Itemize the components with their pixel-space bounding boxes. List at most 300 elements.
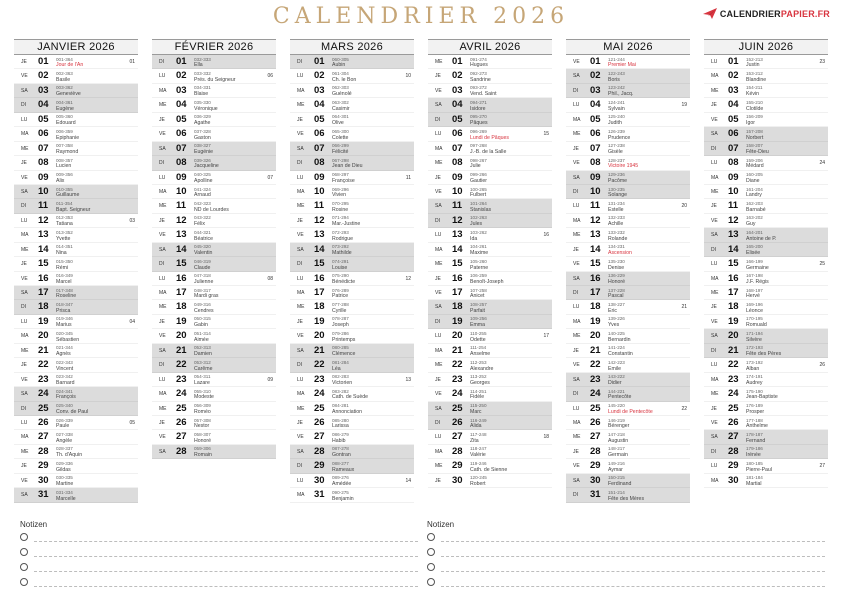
weekday-abbrev: JE (21, 160, 27, 167)
day-row[interactable] (428, 358, 552, 372)
day-row[interactable] (290, 459, 414, 473)
day-row[interactable] (704, 373, 828, 387)
day-number: 04 (590, 99, 601, 111)
note-line[interactable] (20, 576, 418, 591)
day-row[interactable] (14, 373, 138, 387)
day-of-year: 055-310 (194, 388, 211, 394)
day-row[interactable] (290, 199, 414, 213)
day-number: 05 (590, 113, 601, 125)
day-of-year: 081-284 (332, 359, 349, 365)
day-row[interactable] (566, 199, 690, 213)
weekday-abbrev: JE (297, 419, 303, 426)
saint-name: Roméo (194, 408, 211, 415)
day-number: 21 (590, 344, 601, 356)
saint-name: Basile (56, 76, 71, 83)
day-row[interactable] (428, 416, 552, 430)
saint-name: Rolande (608, 235, 628, 242)
day-row[interactable] (152, 156, 276, 170)
note-line[interactable] (20, 531, 418, 546)
day-row[interactable] (566, 171, 690, 185)
day-row[interactable] (566, 214, 690, 228)
day-row[interactable] (566, 98, 690, 112)
note-line[interactable] (427, 576, 825, 591)
day-row[interactable] (290, 445, 414, 459)
day-row[interactable] (14, 459, 138, 473)
day-row[interactable] (290, 55, 414, 69)
weekday-abbrev: MA (159, 391, 167, 398)
day-of-year: 108-257 (470, 302, 487, 308)
day-row[interactable] (152, 387, 276, 401)
day-row[interactable] (566, 300, 690, 314)
day-row[interactable] (566, 156, 690, 170)
day-row[interactable] (704, 199, 828, 213)
day-row[interactable] (566, 344, 690, 358)
day-of-year: 039-326 (194, 157, 211, 163)
saint-name: Conv. de Paul (56, 408, 89, 415)
day-row[interactable] (566, 272, 690, 286)
checkbox-icon[interactable] (20, 533, 28, 541)
day-of-year: 074-291 (332, 258, 349, 264)
month-column (290, 39, 414, 503)
day-row[interactable] (428, 286, 552, 300)
day-number: 28 (728, 445, 739, 457)
day-row[interactable] (428, 156, 552, 170)
saint-name: ND de Lourdes (194, 206, 229, 213)
saint-name: Georges (470, 380, 490, 387)
day-row[interactable] (152, 329, 276, 343)
weekday-abbrev: LU (573, 203, 580, 210)
weekday-abbrev: SA (435, 405, 442, 412)
day-of-year: 115-250 (470, 403, 487, 409)
day-row[interactable] (704, 459, 828, 473)
day-row[interactable] (14, 272, 138, 286)
day-row[interactable] (428, 257, 552, 271)
day-row[interactable] (566, 127, 690, 141)
day-row[interactable] (14, 300, 138, 314)
day-of-year: 160-205 (746, 172, 763, 178)
day-number: 08 (38, 157, 49, 169)
day-row[interactable] (566, 358, 690, 372)
day-row[interactable] (428, 402, 552, 416)
day-row[interactable] (152, 171, 276, 185)
day-row[interactable] (290, 344, 414, 358)
day-row[interactable] (152, 199, 276, 213)
day-row[interactable] (152, 185, 276, 199)
day-of-year: 036-329 (194, 114, 211, 120)
day-row[interactable] (152, 228, 276, 242)
day-row[interactable] (428, 430, 552, 444)
day-row[interactable] (704, 474, 828, 488)
day-number: 01 (590, 56, 601, 67)
checkbox-icon[interactable] (20, 578, 28, 586)
saint-name: Epiphanie (56, 134, 80, 141)
day-row[interactable] (704, 156, 828, 170)
day-row[interactable] (14, 228, 138, 242)
saint-name: Jean de Dieu (332, 163, 363, 170)
weekday-abbrev: ME (21, 448, 29, 455)
day-row[interactable] (152, 402, 276, 416)
day-row[interactable] (704, 358, 828, 372)
day-row[interactable] (704, 402, 828, 416)
day-row[interactable] (428, 228, 552, 242)
day-row[interactable] (428, 315, 552, 329)
day-row[interactable] (14, 69, 138, 83)
day-row[interactable] (566, 228, 690, 242)
day-row[interactable] (566, 55, 690, 69)
note-line[interactable] (427, 531, 825, 546)
day-row[interactable] (428, 373, 552, 387)
week-number: 24 (819, 160, 825, 167)
day-row[interactable] (152, 373, 276, 387)
day-row[interactable] (14, 142, 138, 156)
checkbox-icon[interactable] (20, 563, 28, 571)
day-row[interactable] (704, 344, 828, 358)
day-row[interactable] (152, 286, 276, 300)
day-of-year: 037-328 (194, 128, 211, 134)
day-row[interactable] (14, 185, 138, 199)
day-row[interactable] (566, 113, 690, 127)
day-number: 16 (38, 272, 49, 284)
saint-name: Romuald (746, 322, 767, 329)
day-row[interactable] (428, 300, 552, 314)
day-row[interactable] (290, 488, 414, 502)
weekday-abbrev: DI (435, 419, 440, 426)
day-row[interactable] (428, 69, 552, 83)
day-row[interactable] (14, 344, 138, 358)
day-row[interactable] (290, 315, 414, 329)
day-of-year: 119-246 (470, 460, 487, 466)
day-number: 30 (452, 474, 463, 486)
day-row[interactable] (14, 402, 138, 416)
weekday-abbrev: DI (159, 160, 164, 167)
day-row[interactable] (704, 329, 828, 343)
day-row[interactable] (290, 84, 414, 98)
day-row[interactable] (152, 214, 276, 228)
day-row[interactable] (704, 387, 828, 401)
day-row[interactable] (152, 127, 276, 141)
day-row[interactable] (704, 171, 828, 185)
day-row[interactable] (152, 55, 276, 69)
day-row[interactable] (14, 315, 138, 329)
day-row[interactable] (14, 98, 138, 112)
day-row[interactable] (704, 69, 828, 83)
day-row[interactable] (290, 243, 414, 257)
day-row[interactable] (14, 214, 138, 228)
day-row[interactable] (566, 84, 690, 98)
day-row[interactable] (428, 344, 552, 358)
day-row[interactable] (290, 142, 414, 156)
day-row[interactable] (14, 445, 138, 459)
day-row[interactable] (14, 199, 138, 213)
day-row[interactable] (566, 459, 690, 473)
weekday-abbrev: MA (21, 232, 29, 239)
saint-name: Mathilde (332, 250, 352, 257)
weekday-abbrev: MA (711, 477, 719, 484)
day-row[interactable] (566, 69, 690, 83)
day-row[interactable] (152, 300, 276, 314)
day-row[interactable] (290, 214, 414, 228)
day-number: 19 (38, 315, 49, 327)
day-row[interactable] (290, 113, 414, 127)
day-number: 01 (176, 56, 187, 67)
day-number: 02 (590, 70, 601, 82)
day-row[interactable] (428, 459, 552, 473)
day-row[interactable] (704, 84, 828, 98)
saint-name: Romain (194, 452, 212, 459)
day-of-year: 013-352 (56, 229, 73, 235)
day-row[interactable] (704, 142, 828, 156)
day-of-year: 005-360 (56, 114, 73, 120)
saint-name: Ella (194, 62, 203, 69)
day-row[interactable] (152, 98, 276, 112)
day-row[interactable] (290, 402, 414, 416)
day-row[interactable] (428, 387, 552, 401)
day-of-year: 057-308 (194, 417, 211, 423)
saint-name: Béatrice (194, 235, 214, 242)
day-row[interactable] (152, 113, 276, 127)
day-row[interactable] (566, 387, 690, 401)
day-row[interactable] (290, 257, 414, 271)
day-row[interactable] (704, 430, 828, 444)
day-row[interactable] (704, 315, 828, 329)
day-row[interactable] (566, 329, 690, 343)
day-row[interactable] (290, 300, 414, 314)
day-row[interactable] (290, 474, 414, 488)
weekday-abbrev: VE (159, 232, 166, 239)
day-row[interactable] (152, 416, 276, 430)
day-row[interactable] (152, 84, 276, 98)
weekday-abbrev: MA (297, 290, 305, 296)
day-row[interactable] (290, 358, 414, 372)
day-row[interactable] (566, 445, 690, 459)
day-row[interactable] (14, 430, 138, 444)
day-row[interactable] (14, 156, 138, 170)
weekday-abbrev: VE (159, 434, 166, 441)
saint-name: Cath. de Sienne (470, 466, 508, 473)
day-row[interactable] (428, 127, 552, 141)
day-row[interactable] (428, 474, 552, 488)
week-number: 05 (129, 419, 135, 426)
month-column (14, 39, 138, 503)
day-row[interactable] (152, 445, 276, 459)
day-row[interactable] (428, 171, 552, 185)
day-row[interactable] (704, 228, 828, 242)
day-row[interactable] (14, 171, 138, 185)
weekday-abbrev: VE (573, 362, 580, 369)
weekday-abbrev: SA (435, 102, 442, 109)
day-row[interactable] (290, 127, 414, 141)
day-row[interactable] (428, 98, 552, 112)
day-number: 03 (590, 84, 601, 96)
day-number: 12 (728, 214, 739, 226)
note-line[interactable] (427, 546, 825, 561)
day-row[interactable] (566, 373, 690, 387)
day-row[interactable] (566, 142, 690, 156)
checkbox-icon[interactable] (427, 533, 435, 541)
day-row[interactable] (152, 257, 276, 271)
day-row[interactable] (290, 272, 414, 286)
day-row[interactable] (152, 344, 276, 358)
day-row[interactable] (14, 257, 138, 271)
day-row[interactable] (428, 199, 552, 213)
weekday-abbrev: VE (21, 73, 28, 80)
saint-name: Prudence (608, 134, 631, 141)
day-row[interactable] (290, 329, 414, 343)
day-number: 15 (452, 258, 463, 270)
checkbox-icon[interactable] (427, 563, 435, 571)
note-line[interactable] (20, 561, 418, 576)
day-row[interactable] (428, 55, 552, 69)
day-row[interactable] (704, 257, 828, 271)
notes-title: Notizen (20, 520, 48, 529)
day-number: 05 (176, 113, 187, 125)
day-of-year: 163-202 (746, 215, 763, 221)
note-line[interactable] (427, 561, 825, 576)
day-row[interactable] (290, 228, 414, 242)
saint-name: Emma (470, 322, 485, 329)
weekday-abbrev: JE (21, 59, 27, 65)
day-row[interactable] (566, 430, 690, 444)
brand-logo[interactable] (703, 8, 830, 19)
weekday-abbrev: ME (711, 87, 719, 94)
day-of-year: 146-219 (608, 417, 625, 423)
day-row[interactable] (704, 272, 828, 286)
day-row[interactable] (152, 358, 276, 372)
weekday-abbrev: ME (573, 333, 581, 340)
day-row[interactable] (428, 185, 552, 199)
day-row[interactable] (704, 300, 828, 314)
day-row[interactable] (428, 272, 552, 286)
day-row[interactable] (14, 113, 138, 127)
saint-name: Barnabé (746, 206, 766, 213)
checkbox-icon[interactable] (427, 578, 435, 586)
day-row[interactable] (704, 127, 828, 141)
day-number: 07 (176, 142, 187, 154)
day-row[interactable] (290, 156, 414, 170)
saint-name: Habib (332, 437, 346, 444)
day-of-year: 058-307 (194, 431, 211, 437)
saint-name: Germain (608, 452, 628, 459)
day-row[interactable] (428, 214, 552, 228)
day-of-year: 053-312 (194, 359, 211, 365)
day-row[interactable] (566, 488, 690, 502)
day-row[interactable] (428, 243, 552, 257)
day-number: 15 (728, 258, 739, 270)
day-of-year: 125-240 (608, 114, 625, 120)
day-row[interactable] (152, 69, 276, 83)
day-row[interactable] (704, 113, 828, 127)
day-row[interactable] (704, 445, 828, 459)
day-number: 21 (176, 344, 187, 356)
day-row[interactable] (14, 286, 138, 300)
day-number: 24 (314, 388, 325, 400)
day-row[interactable] (704, 286, 828, 300)
day-of-year: 116-249 (470, 417, 487, 423)
day-row[interactable] (290, 98, 414, 112)
day-row[interactable] (566, 286, 690, 300)
day-row[interactable] (14, 358, 138, 372)
weekday-abbrev: SA (573, 477, 580, 484)
day-row[interactable] (290, 185, 414, 199)
day-row[interactable] (566, 185, 690, 199)
day-row[interactable] (566, 257, 690, 271)
day-row[interactable] (428, 329, 552, 343)
day-row[interactable] (290, 286, 414, 300)
day-row[interactable] (566, 474, 690, 488)
saint-name: Ch. le Bon (332, 76, 357, 83)
day-row[interactable] (290, 416, 414, 430)
day-row[interactable] (566, 315, 690, 329)
day-row[interactable] (704, 416, 828, 430)
day-row[interactable] (704, 98, 828, 112)
day-of-year: 099-266 (470, 172, 487, 178)
saint-name: Marcel (56, 278, 72, 285)
day-row[interactable] (14, 84, 138, 98)
day-row[interactable] (14, 488, 138, 502)
day-row[interactable] (428, 113, 552, 127)
day-row[interactable] (152, 430, 276, 444)
day-row[interactable] (428, 445, 552, 459)
note-line[interactable] (20, 546, 418, 561)
checkbox-icon[interactable] (427, 548, 435, 556)
day-of-year: 071-294 (332, 215, 349, 221)
day-number: 09 (452, 171, 463, 183)
day-number: 08 (728, 157, 739, 169)
day-row[interactable] (14, 416, 138, 430)
day-row[interactable] (566, 416, 690, 430)
day-row[interactable] (428, 142, 552, 156)
day-number: 04 (452, 99, 463, 111)
day-row[interactable] (290, 373, 414, 387)
day-row[interactable] (704, 55, 828, 69)
day-number: 07 (38, 142, 49, 154)
day-row[interactable] (14, 387, 138, 401)
day-row[interactable] (14, 243, 138, 257)
day-row[interactable] (566, 402, 690, 416)
day-of-year: 153-212 (746, 71, 763, 77)
day-row[interactable] (704, 214, 828, 228)
day-row[interactable] (290, 387, 414, 401)
weekday-abbrev: DI (711, 145, 716, 152)
day-row[interactable] (14, 127, 138, 141)
saint-name: Marius (56, 322, 72, 329)
day-of-year: 130-235 (608, 186, 625, 192)
checkbox-icon[interactable] (20, 548, 28, 556)
day-number: 19 (590, 315, 601, 327)
day-row[interactable] (428, 84, 552, 98)
day-of-year: 008-357 (56, 157, 73, 163)
day-row[interactable] (14, 329, 138, 343)
day-row[interactable] (290, 430, 414, 444)
day-row[interactable] (566, 243, 690, 257)
weekday-abbrev: ME (711, 290, 719, 296)
weekday-abbrev: LU (711, 160, 718, 167)
day-row[interactable] (14, 55, 138, 69)
day-row[interactable] (704, 243, 828, 257)
saint-name: Sylvain (608, 105, 625, 112)
day-row[interactable] (290, 171, 414, 185)
day-of-year: 048-317 (194, 287, 211, 293)
day-row[interactable] (152, 243, 276, 257)
day-row[interactable] (290, 69, 414, 83)
day-row[interactable] (152, 142, 276, 156)
day-row[interactable] (152, 272, 276, 286)
day-row[interactable] (152, 315, 276, 329)
day-number: 19 (176, 315, 187, 327)
day-row[interactable] (14, 474, 138, 488)
day-row[interactable] (704, 185, 828, 199)
weekday-abbrev: JE (21, 463, 27, 470)
